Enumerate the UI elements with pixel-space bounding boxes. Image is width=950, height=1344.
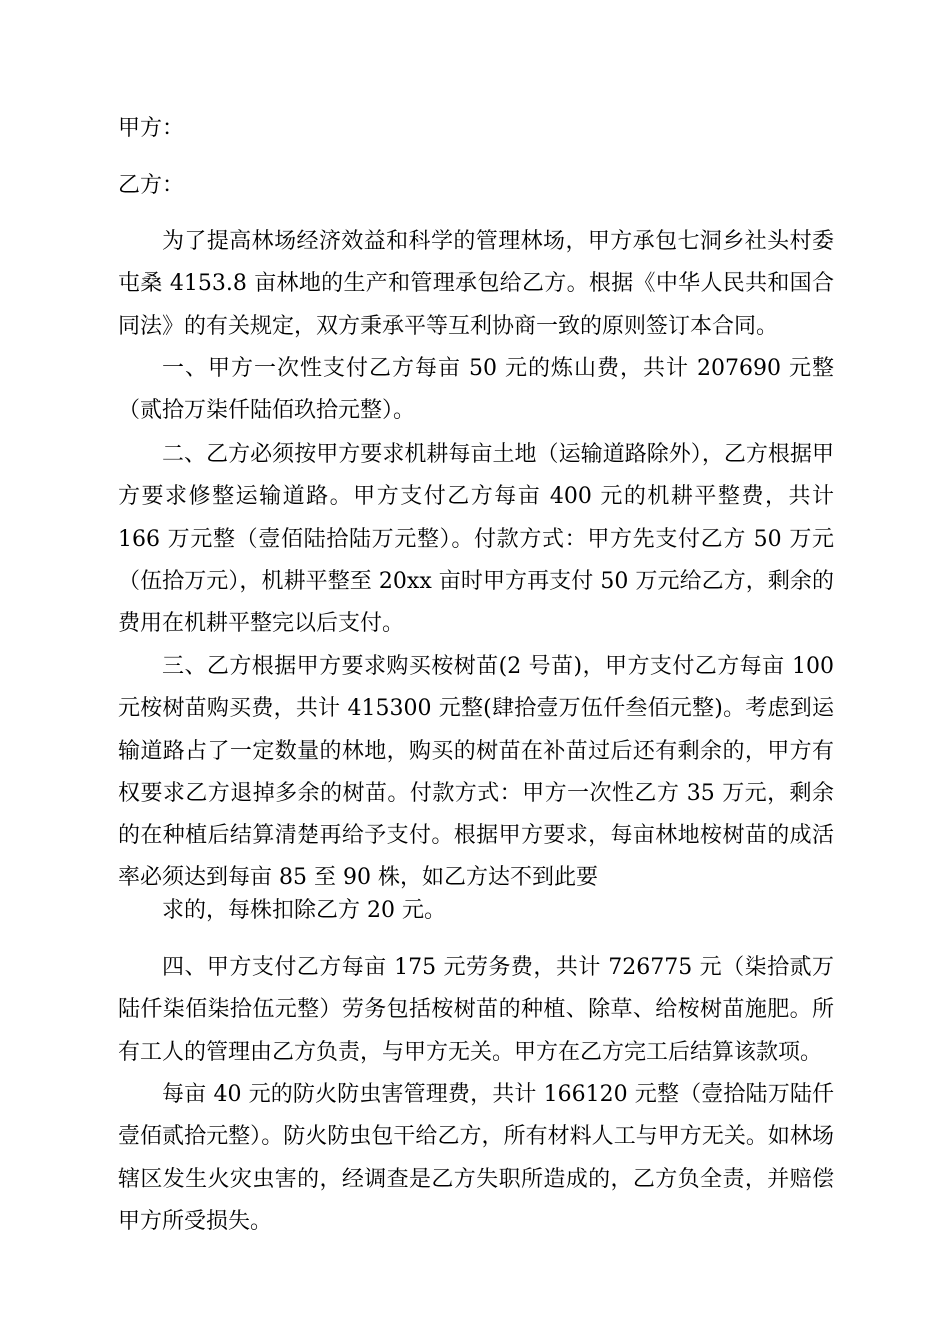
- clause-1-paragraph: 一、甲方一次性支付乙方每亩 50 元的炼山费，共计 207690 元整（贰拾万柒仟陆佰玖拾元整）。: [118, 356, 834, 424]
- clause-3-continuation: 求的，每株扣除乙方 20 元。: [162, 898, 446, 923]
- clause-2-paragraph: 二、乙方必须按甲方要求机耕每亩土地（运输道路除外），乙方根据甲方要求修整运输道路。甲方支付乙方每亩 400 元的机耕平整费，共计 166 万元整（壹佰陆拾陆万元整）。付款方式：甲方先支付乙方 50 万元（伍拾万元），机耕平整至 20xx 亩时甲方再支付 50 万元给乙方，剩余的费用在机耕平整完以后支付。: [118, 442, 834, 637]
- fire-pest-paragraph: 每亩 40 元的防火防虫害管理费，共计 166120 元整（壹拾陆万陆仟壹佰贰拾元整）。防火防虫包干给乙方，所有材料人工与甲方无关。如林场辖区发生火灾虫害的，经调查是乙方失职所造成的，乙方负全责，并赔偿甲方所受损失。: [118, 1082, 834, 1234]
- clause-4-paragraph: 四、甲方支付乙方每亩 175 元劳务费，共计 726775 元（柒拾贰万陆仟柒佰柒拾伍元整）劳务包括桉树苗的种植、除草、给桉树苗施肥。所有工人的管理由乙方负责，与甲方无关。甲方在乙方完工后结算该款项。: [118, 955, 834, 1065]
- party-a-label: 甲方：: [118, 116, 185, 141]
- clause-3-paragraph: 三、乙方根据甲方要求购买桉树苗(2 号苗)，甲方支付乙方每亩 100 元桉树苗购买费，共计 415300 元整(肆拾壹万伍仟叁佰元整)。考虑到运输道路占了一定数量的林地，购买的树苗在补苗过后还有剩余的，甲方有权要求乙方退掉多余的树苗。付款方式：甲方一次性乙方 35 万元，剩余的在种植后结算清楚再给予支付。根据甲方要求，每亩林地桉树苗的成活率必须达到每亩 85 至 90 株，如乙方达不到此要: [118, 654, 834, 891]
- intro-paragraph: 为了提高林场经济效益和科学的管理林场，甲方承包七洞乡社头村委屯桑 4153.8 亩林地的生产和管理承包给乙方。根据《中华人民共和国合同法》的有关规定，双方秉承平等互利协商一致的原则签订本合同。: [118, 229, 834, 339]
- party-b-label: 乙方：: [118, 173, 185, 198]
